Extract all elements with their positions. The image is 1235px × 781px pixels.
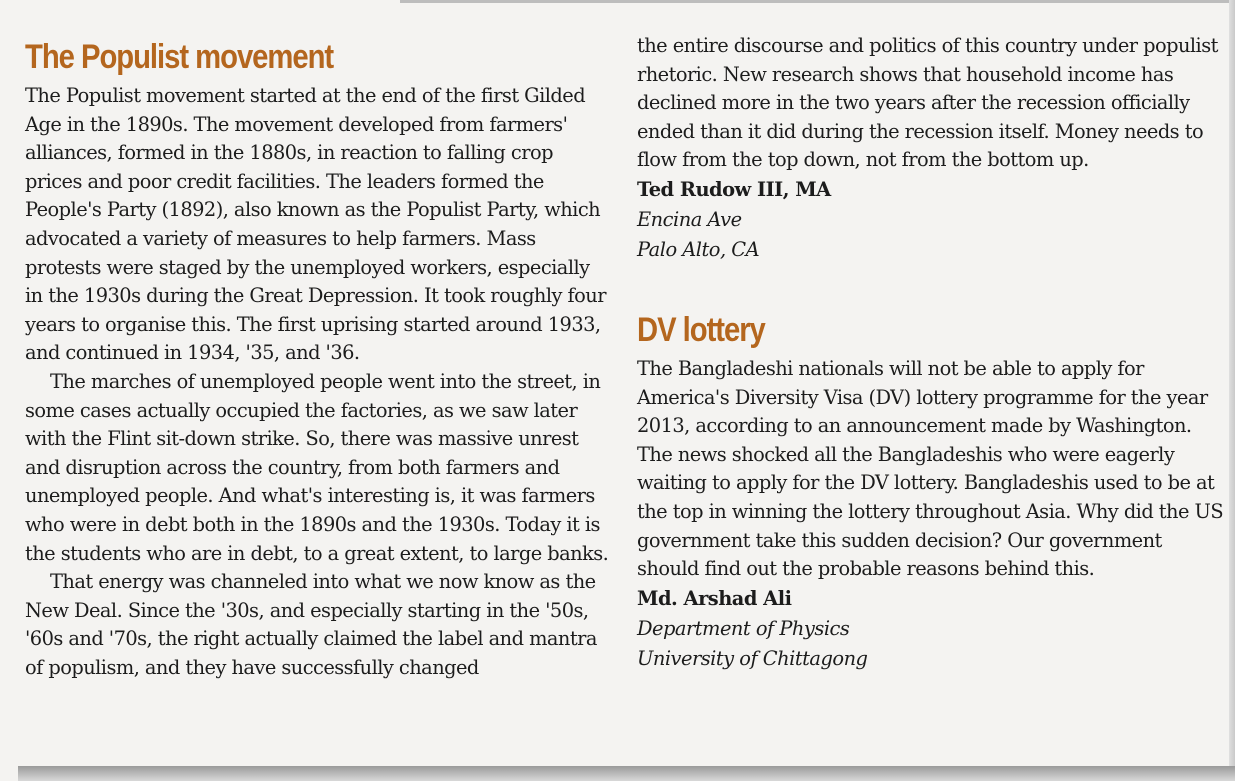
populist-paragraph-2: The marches of unemployed people went into the street, in some cases actually occupied the factories, as we saw later with the Flint sit-down strike. So, there was massive unrest and disruption across the country, from both farmers and unemployed people. And what's interesting is, it was farmers who were in debt both in the 1890s and the 1930s. Today it is the students who are in debt, to a great extent, to large banks. <box>25 369 609 565</box>
dv-author-department: Department of Physics <box>637 616 850 640</box>
dv-author-university: University of Chittagong <box>637 646 868 670</box>
dv-author-name: Md. Arshad Ali <box>637 586 792 610</box>
article-gap <box>637 265 1227 305</box>
page-right-edge <box>1229 0 1235 781</box>
letter-author-address: Encina Ave <box>637 207 742 231</box>
letter-author-name: Ted Rudow III, MA <box>637 177 831 201</box>
right-column <box>637 32 1227 674</box>
page-bottom-shadow <box>18 766 1235 781</box>
populist-headline: The Populist movement <box>25 38 334 76</box>
populist-paragraph-1: The Populist movement started at the end of the first Gilded Age in the 1890s. The movement developed from farmers' alliances, formed in the 1880s, in reaction to falling crop prices and poor credit facilities. The leaders formed the People's Party (1892), also known as the Populist Party, which advocated a variety of measures to help farmers. Mass protests were staged by the unemployed workers, especially in the 1930s during the Great Depression. It took roughly four years to organise this. The first uprising started around 1933, and continued in 1934, '35, and '36. <box>25 84 606 365</box>
dv-lottery-headline: DV lottery <box>637 310 765 349</box>
top-border <box>400 0 1230 3</box>
populist-paragraph-3: That energy was channeled into what we now know as the New Deal. Since the '30s, and especially starting in the '50s, '60s and '70s, the right actually claimed the label and mantra of populism, and they have successfully changed <box>25 570 597 679</box>
dv-lottery-paragraph: The Bangladeshi nationals will not be able to apply for America's Diversity Visa (DV) lottery programme for the year 2013, according to an announcement made by Washington. The news shocked all the Bangladeshis who were eagerly waiting to apply for the DV lottery. Bangladeshis used to be at the top in winning the lottery throughout Asia. Why did the US government take this sudden decision? Our government should find out the probable reasons behind this. <box>637 356 1224 581</box>
letter-author-city: Palo Alto, CA <box>637 237 760 261</box>
left-column <box>25 32 610 682</box>
populist-continuation-paragraph: the entire discourse and politics of this country under populist rhetoric. New research shows that household income has declined more in the two years after the recession officially ended than it did during the recession itself. Money needs to flow from the top down, not from the bottom up. <box>637 34 1218 172</box>
